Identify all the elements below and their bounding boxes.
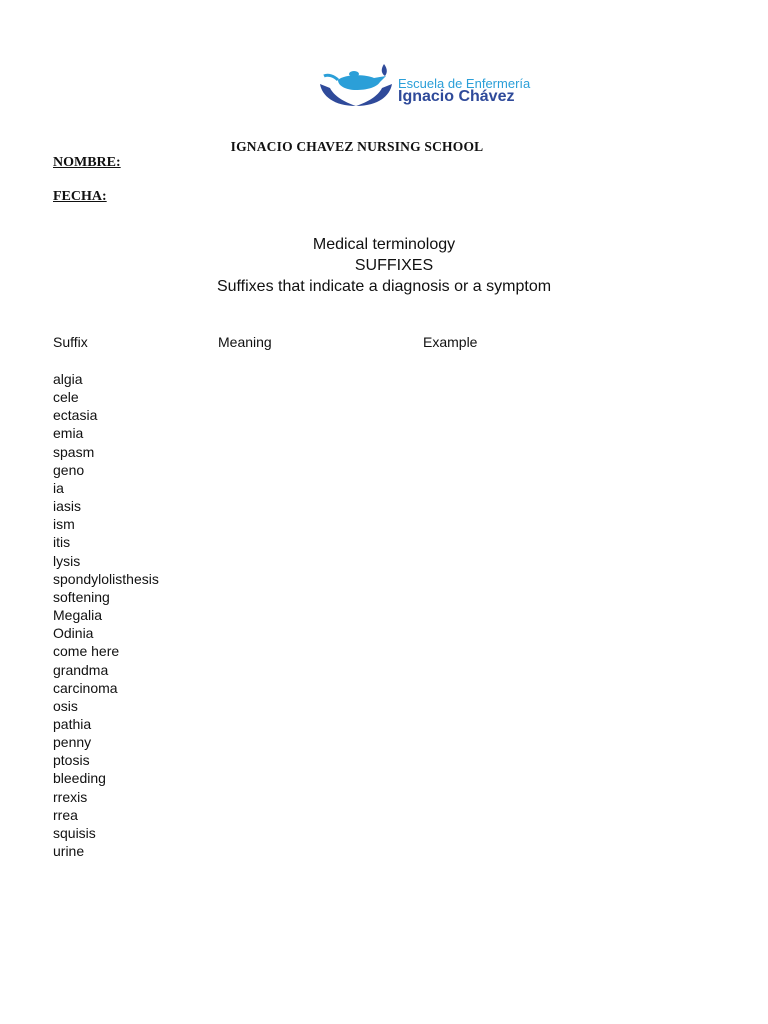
- nombre-label: NOMBRE:: [53, 155, 121, 170]
- suffix-item: algia: [53, 371, 83, 387]
- suffix-item: spasm: [53, 443, 95, 460]
- suffix-item: ectasia: [53, 407, 98, 424]
- title-line2: SUFFIXES: [354, 257, 434, 274]
- title-line3: Suffixes that indicate a diagnosis or a symptom: [216, 278, 552, 295]
- suffix-item: Megalia: [53, 607, 103, 624]
- column-header-example: Example: [423, 334, 478, 350]
- suffix-item: spondylolisthesis: [53, 570, 159, 587]
- suffix-item: emia: [53, 425, 84, 442]
- school-name: IGNACIO CHAVEZ NURSING SCHOOL: [230, 139, 484, 154]
- suffix-item: carcinoma: [53, 679, 118, 696]
- title-line1: Medical terminology: [312, 236, 456, 253]
- suffix-item: iasis: [53, 498, 82, 515]
- suffix-item: pathia: [53, 715, 92, 732]
- oil-lamp-icon: [318, 62, 398, 112]
- suffix-item: rrea: [53, 806, 78, 823]
- logo-line2: Ignacio Chávez: [398, 88, 515, 105]
- suffix-item: ia: [53, 479, 64, 496]
- suffix-item: geno: [53, 461, 85, 478]
- suffix-item: bleeding: [53, 770, 106, 787]
- suffix-item: Odinia: [53, 625, 94, 642]
- suffix-item: ptosis: [53, 752, 90, 769]
- suffix-item: squisis: [53, 824, 96, 841]
- suffix-item: rrexis: [53, 788, 88, 805]
- suffix-item: itis: [53, 534, 71, 551]
- suffix-item: cele: [53, 389, 79, 406]
- column-header-meaning: Meaning: [218, 334, 272, 350]
- suffix-item: urine: [53, 843, 85, 860]
- suffix-list: [53, 370, 159, 860]
- suffix-item: come here: [53, 643, 120, 660]
- suffix-item: grandma: [53, 661, 109, 678]
- suffix-item: ism: [53, 516, 75, 533]
- fecha-label: FECHA:: [53, 189, 107, 204]
- suffix-item: penny: [53, 734, 92, 751]
- column-header-suffix: Suffix: [53, 334, 88, 350]
- logo-line1: Escuela de Enfermería: [398, 76, 531, 91]
- suffix-item: softening: [53, 588, 110, 605]
- suffix-item: lysis: [53, 552, 81, 569]
- school-logo: [318, 62, 548, 112]
- suffix-item: osis: [53, 697, 78, 714]
